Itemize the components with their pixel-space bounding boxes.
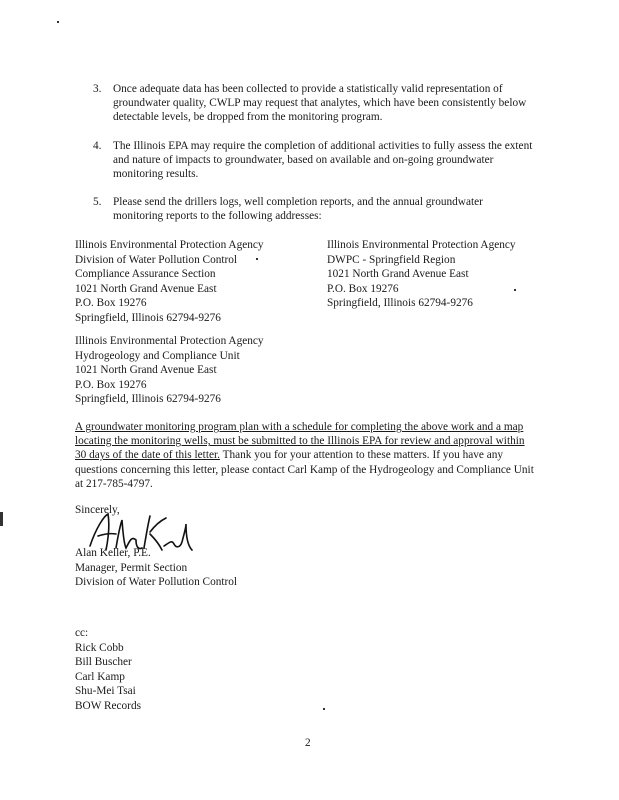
address-line: Illinois Environmental Protection Agency bbox=[327, 239, 516, 251]
scan-speck bbox=[57, 21, 59, 23]
scan-speck bbox=[323, 708, 325, 710]
address-line: DWPC - Springfield Region bbox=[327, 253, 456, 266]
item-number: 4. bbox=[93, 140, 102, 152]
cc-name: Carl Kamp bbox=[75, 670, 125, 683]
closing-paragraph bbox=[75, 420, 537, 491]
list-item bbox=[93, 139, 533, 181]
cc-name: Shu-Mei Tsai bbox=[75, 685, 136, 697]
item-text: Once adequate data has been collected to provide a statistically valid representation of groundwater quality, CWLP may request that analytes, which have been consistently below detectable levels, be dropped from the monitoring program. bbox=[113, 83, 527, 123]
address-line: Compliance Assurance Section bbox=[75, 268, 216, 280]
page-number: 2 bbox=[305, 737, 311, 749]
address-compliance-assurance bbox=[75, 238, 264, 325]
address-line: P.O. Box 19276 bbox=[75, 378, 147, 391]
address-line: Springfield, Illinois 62794-9276 bbox=[75, 393, 221, 405]
contact-sentence: Thank you for your attention to these matters. If you have any questions concerning this letter, please contact Carl Kamp of the Hydrogeology and Compliance Unit at 217-785-4797. bbox=[75, 449, 534, 490]
list-item bbox=[93, 82, 533, 124]
cc-name: Rick Cobb bbox=[75, 641, 124, 654]
address-line: Hydrogeology and Compliance Unit bbox=[75, 349, 240, 362]
item-text: The Illinois EPA may require the completion of additional activities to fully assess the extent and nature of impacts to groundwater, based on available and on-going groundwater monitoring results. bbox=[113, 140, 533, 180]
list-item bbox=[93, 195, 533, 223]
signer-name: Alan Keller, P.E. bbox=[75, 547, 151, 559]
address-line: Springfield, Illinois 62794-9276 bbox=[327, 297, 473, 309]
address-hydrogeology bbox=[75, 334, 264, 407]
address-line: Springfield, Illinois 62794-9276 bbox=[75, 311, 221, 324]
item-text: Please send the drillers logs, well completion reports, and the annual groundwater monitoring reports to the following addresses: bbox=[113, 196, 483, 222]
cc-list bbox=[75, 626, 141, 713]
cc-name: Bill Buscher bbox=[75, 656, 132, 668]
cc-name: BOW Records bbox=[75, 699, 141, 712]
salutation: Sincerely, bbox=[75, 504, 120, 516]
address-springfield-region bbox=[327, 238, 516, 311]
item-number: 5. bbox=[93, 196, 102, 208]
address-line: 1021 North Grand Avenue East bbox=[75, 364, 217, 376]
signer-block bbox=[75, 546, 237, 590]
scan-speck bbox=[0, 512, 3, 526]
address-line: P.O. Box 19276 bbox=[327, 282, 399, 295]
cc-label: cc: bbox=[75, 627, 89, 639]
address-line: P.O. Box 19276 bbox=[75, 297, 147, 309]
signer-division: Division of Water Pollution Control bbox=[75, 576, 238, 588]
address-line: Division of Water Pollution Control bbox=[75, 253, 238, 266]
signer-title: Manager, Permit Section bbox=[75, 561, 188, 574]
address-line: 1021 North Grand Avenue East bbox=[75, 282, 217, 295]
address-line: 1021 North Grand Avenue East bbox=[327, 268, 469, 280]
address-line: Illinois Environmental Protection Agency bbox=[75, 239, 264, 251]
submission-requirement: A groundwater monitoring program plan with a schedule for completing the above work and a map locating the monitoring wells, must be submitted to the Illinois EPA for review and approval within 30 days of the date of this letter. bbox=[75, 421, 525, 462]
item-number: 3. bbox=[93, 83, 102, 95]
address-line: Illinois Environmental Protection Agency bbox=[75, 335, 264, 347]
